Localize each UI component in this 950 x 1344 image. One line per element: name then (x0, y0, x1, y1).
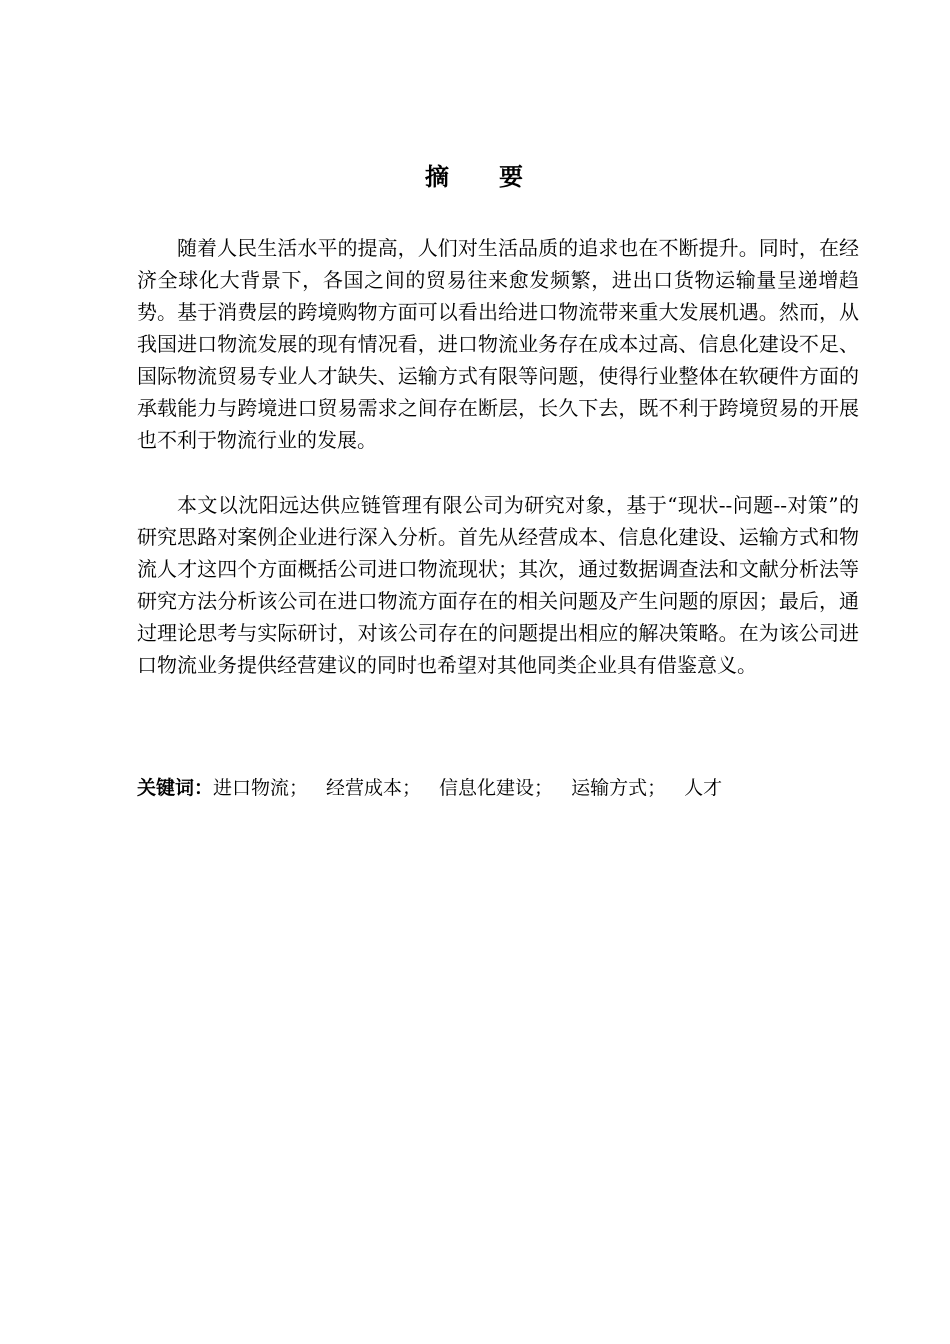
keywords-line (137, 773, 859, 803)
abstract-paragraph-1: 随着人民生活水平的提高，人们对生活品质的追求也在不断提升。同时，在经济全球化大背景下，各国之间的贸易往来愈发频繁，进出口货物运输量呈递增趋势。基于消费层的跨境购物方面可以看出给进口物流带来重大发展机遇。然而，从我国进口物流发展的现有情况看，进口物流业务存在成本过高、信息化建设不足、国际物流贸易专业人才缺失、运输方式有限等问题，使得行业整体在软硬件方面的承载能力与跨境进口贸易需求之间存在断层，长久下去，既不利于跨境贸易的开展也不利于物流行业的发展。 (137, 236, 859, 452)
keyword-item: 信息化建设； (439, 777, 554, 799)
keyword-item: 人才 (684, 777, 723, 799)
abstract-paragraph-2: 本文以沈阳远达供应链管理有限公司为研究对象，基于“现状--问题--对策”的研究思路对案例企业进行深入分析。首先从经营成本、信息化建设、运输方式和物流人才这四个方面概括公司进口物流现状；其次，通过数据调查法和文献分析法等研究方法分析该公司在进口物流方面存在的相关问题及产生问题的原因；最后，通过理论思考与实际研讨，对该公司存在的问题提出相应的解决策略。在为该公司进口物流业务提供经营建议的同时也希望对其他同类企业具有借鉴意义。 (137, 493, 859, 677)
abstract-title (0, 160, 950, 194)
abstract-title-part2: 要 (499, 163, 525, 191)
keyword-item: 经营成本； (326, 777, 422, 799)
abstract-title-part1: 摘 (425, 163, 451, 191)
keyword-item: 进口物流； (213, 777, 309, 799)
keywords-label: 关键词： (137, 777, 214, 799)
keyword-item: 运输方式； (571, 777, 667, 799)
